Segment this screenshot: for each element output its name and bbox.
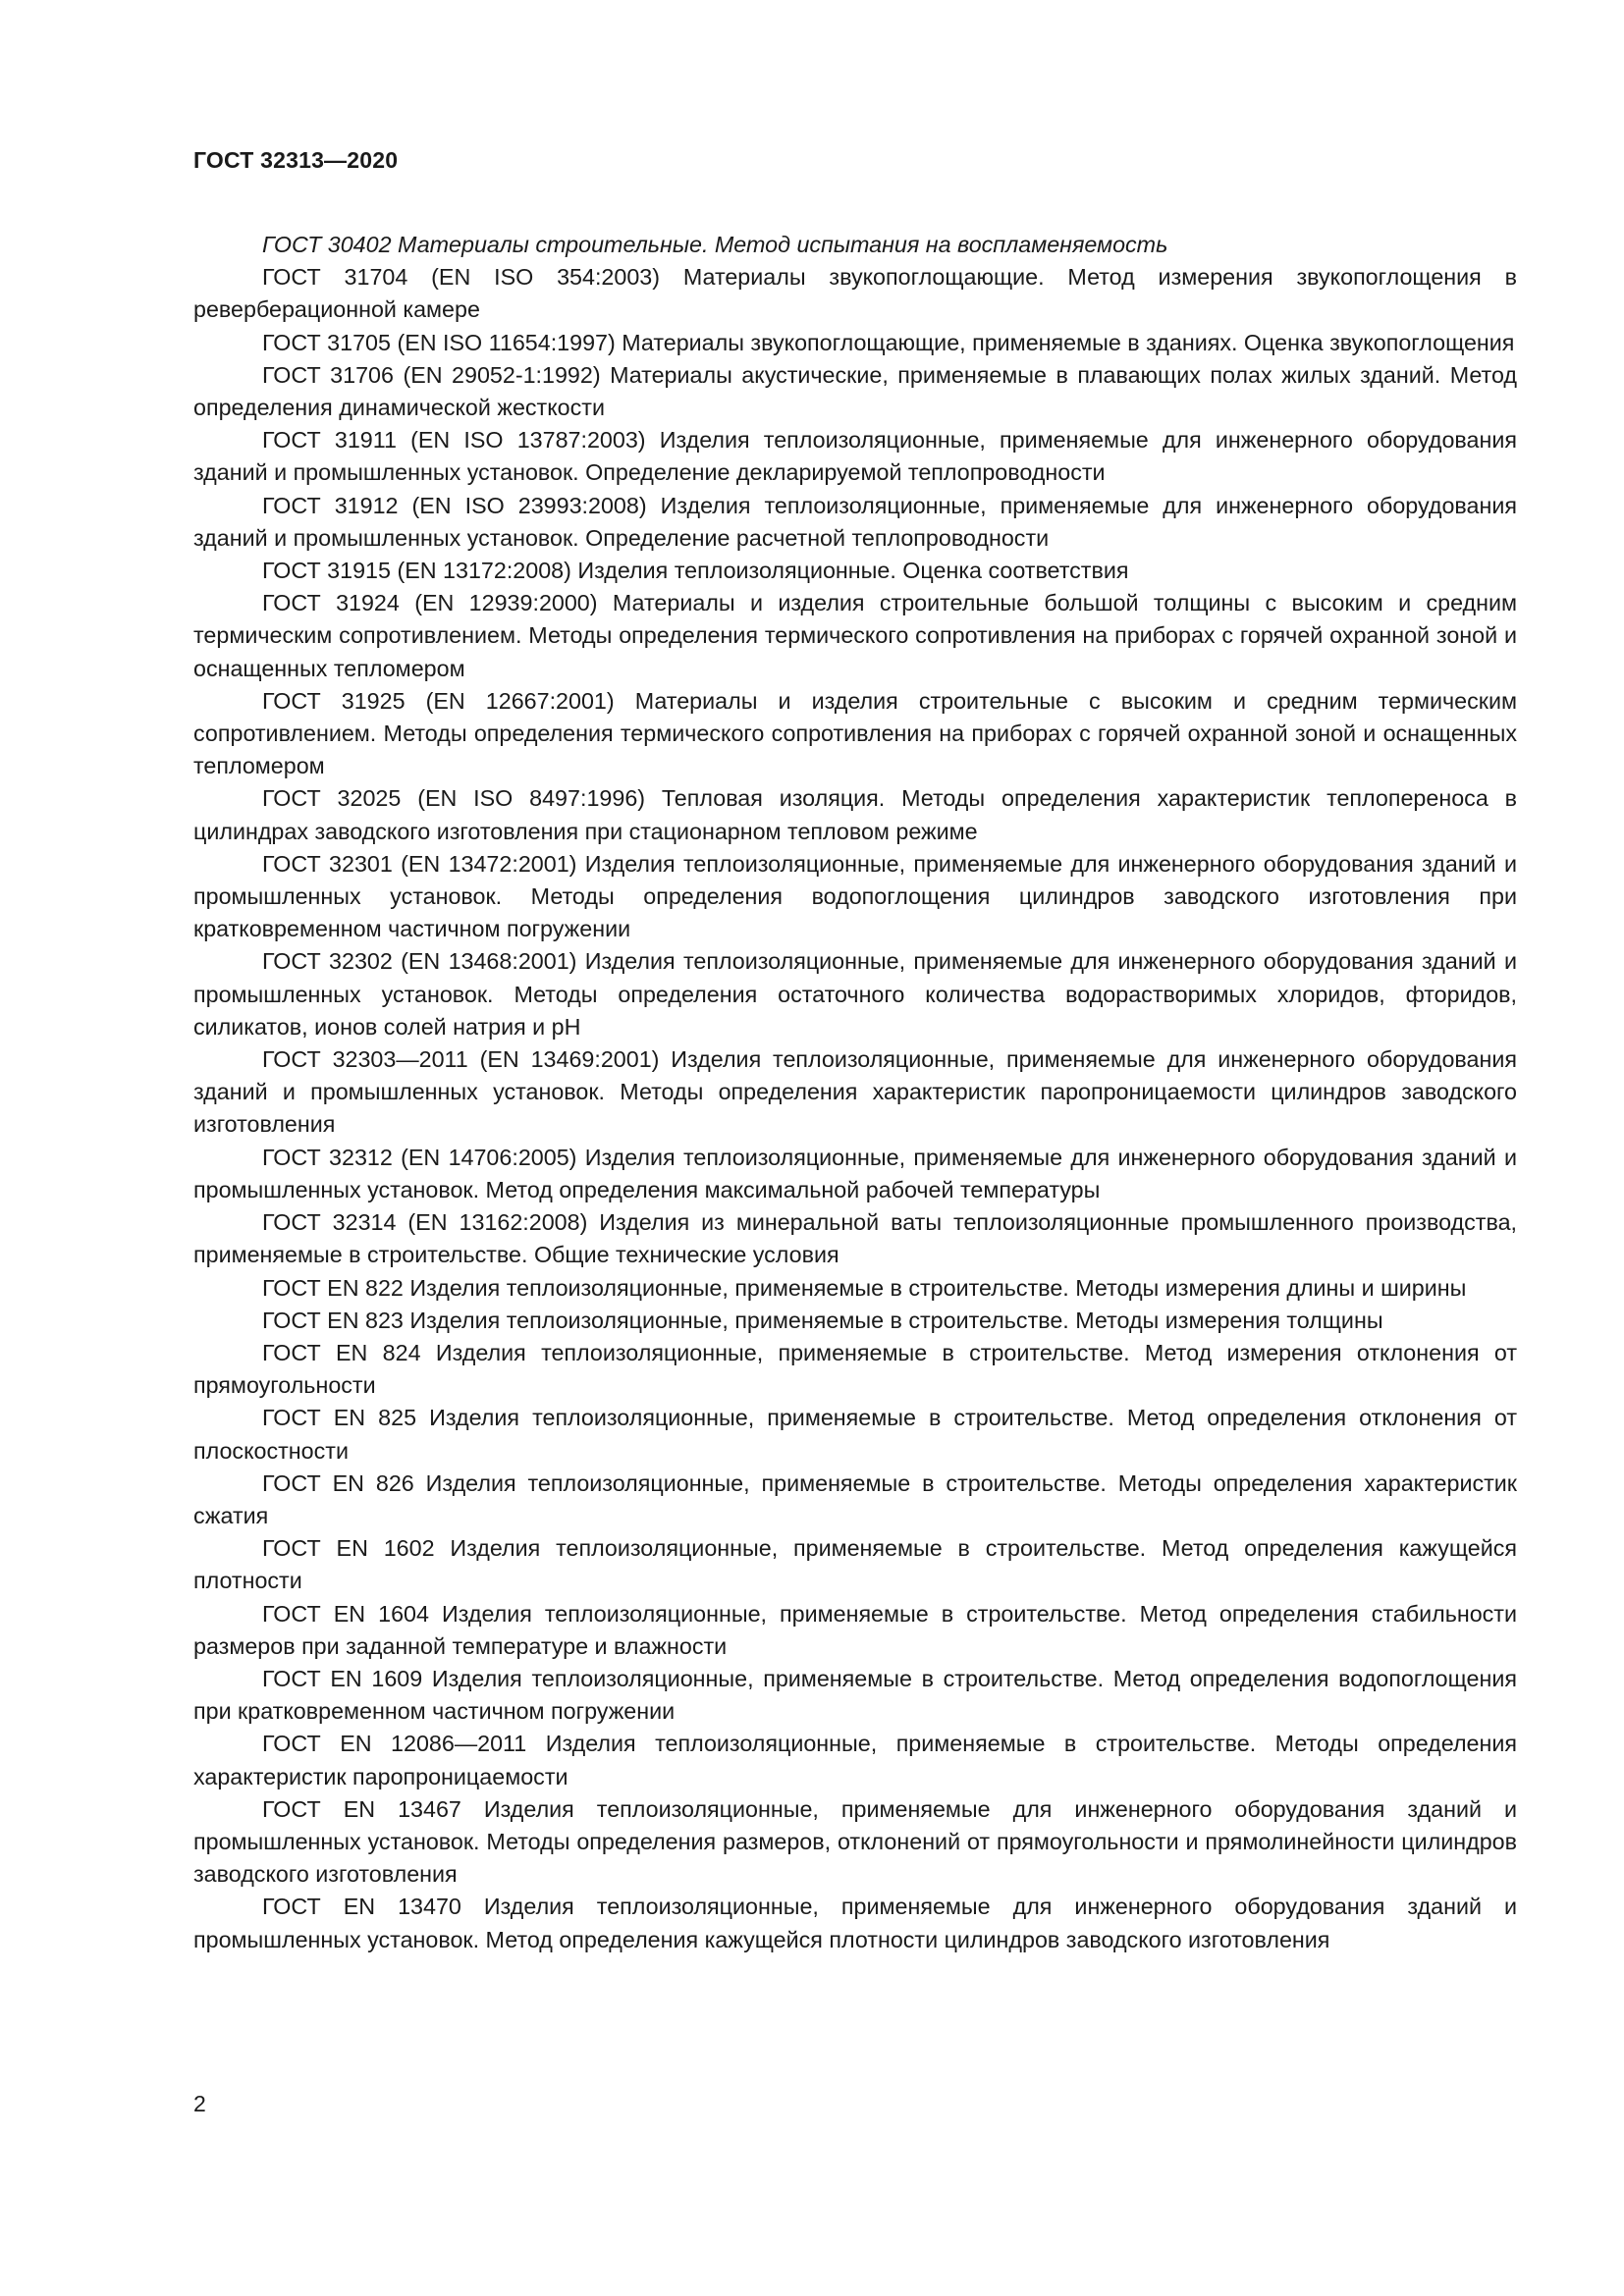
- reference-item: ГОСТ 31915 (EN 13172:2008) Изделия теплоизоляционные. Оценка соответствия: [262, 558, 1129, 584]
- reference-item: ГОСТ EN 12086—2011 Изделия теплоизоляционные, применяемые в строительстве. Методы определения характеристик паропроницаемости: [193, 1731, 1517, 1789]
- reference-item: ГОСТ 31924 (EN 12939:2000) Материалы и изделия строительные большой толщины с высоким и средним термическим сопротивлением. Методы определения термического сопротивления на приборах с горячей охранной зоной и оснащенных тепломером: [193, 590, 1517, 681]
- reference-item: ГОСТ EN 826 Изделия теплоизоляционные, применяемые в строительстве. Методы определения характеристик сжатия: [193, 1469, 1517, 1528]
- page-number: 2: [193, 2091, 206, 2116]
- running-header: ГОСТ 32313—2020: [193, 147, 399, 173]
- reference-item: ГОСТ EN 13467 Изделия теплоизоляционные, применяемые для инженерного оборудования зданий и промышленных установок. Методы определения размеров, отклонений от прямоугольности и прямолинейности цилиндров заводского изготовления: [193, 1795, 1517, 1888]
- reference-item: ГОСТ EN 1604 Изделия теплоизоляционные, применяемые в строительстве. Метод определения стабильности размеров при заданной температуре и влажности: [193, 1600, 1517, 1659]
- reference-item: ГОСТ EN 823 Изделия теплоизоляционные, применяемые в строительстве. Методы измерения толщины: [262, 1307, 1383, 1333]
- reference-item: ГОСТ 32301 (EN 13472:2001) Изделия теплоизоляционные, применяемые для инженерного оборудования зданий и промышленных установок. Методы определения водопоглощения цилиндров заводского изготовления при кратковременном частичном погружении: [193, 850, 1517, 942]
- reference-item: ГОСТ 32314 (EN 13162:2008) Изделия из минеральной ваты теплоизоляционные промышленного производства, применяемые в строительстве. Общие технические условия: [193, 1209, 1517, 1268]
- reference-item: ГОСТ 31704 (EN ISO 354:2003) Материалы звукопоглощающие. Метод измерения звукопоглощения в реверберационной камере: [193, 264, 1517, 323]
- reference-item: ГОСТ 31925 (EN 12667:2001) Материалы и изделия строительные с высоким и средним термическим сопротивлением. Методы определения термического сопротивления на приборах с горячей охранной зоной и оснащенных тепломером: [193, 687, 1517, 779]
- reference-item: ГОСТ 32025 (EN ISO 8497:1996) Тепловая изоляция. Методы определения характеристик теплопереноса в цилиндрах заводского изготовления при стационарном тепловом режиме: [193, 785, 1517, 844]
- reference-item: ГОСТ 31706 (EN 29052-1:1992) Материалы акустические, применяемые в плавающих полах жилых зданий. Метод определения динамической жесткости: [193, 361, 1517, 421]
- reference-item: ГОСТ EN 13470 Изделия теплоизоляционные, применяемые для инженерного оборудования зданий и промышленных установок. Метод определения кажущейся плотности цилиндров заводского изготовления: [193, 1894, 1517, 1952]
- reference-item: ГОСТ 31705 (EN ISO 11654:1997) Материалы звукопоглощающие, применяемые в зданиях. Оценка звукопоглощения: [262, 329, 1515, 355]
- reference-item: ГОСТ 31911 (EN ISO 13787:2003) Изделия теплоизоляционные, применяемые для инженерного оборудования зданий и промышленных установок. Определение декларируемой теплопроводности: [193, 427, 1517, 486]
- reference-item: ГОСТ EN 825 Изделия теплоизоляционные, применяемые в строительстве. Метод определения отклонения от плоскостности: [193, 1405, 1517, 1464]
- reference-item: ГОСТ 30402 Материалы строительные. Метод испытания на воспламеняемость: [262, 232, 1168, 257]
- reference-item: ГОСТ EN 822 Изделия теплоизоляционные, применяемые в строительстве. Методы измерения длины и ширины: [262, 1274, 1467, 1301]
- reference-item: ГОСТ 32303—2011 (EN 13469:2001) Изделия теплоизоляционные, применяемые для инженерного оборудования зданий и промышленных установок. Методы определения характеристик паропроницаемости цилиндров заводского изготовления: [193, 1046, 1517, 1138]
- reference-item: ГОСТ 31912 (EN ISO 23993:2008) Изделия теплоизоляционные, применяемые для инженерного оборудования зданий и промышленных установок. Определение расчетной теплопроводности: [193, 492, 1517, 551]
- reference-item: ГОСТ EN 1609 Изделия теплоизоляционные, применяемые в строительстве. Метод определения водопоглощения при кратковременном частичном погружении: [193, 1665, 1517, 1725]
- reference-item: ГОСТ 32302 (EN 13468:2001) Изделия теплоизоляционные, применяемые для инженерного оборудования зданий и промышленных установок. Методы определения остаточного количества водорастворимых хлоридов, фторидов, силикатов, ионов солей натрия и pH: [193, 948, 1517, 1040]
- reference-item: ГОСТ 32312 (EN 14706:2005) Изделия теплоизоляционные, применяемые для инженерного оборудования зданий и промышленных установок. Метод определения максимальной рабочей температуры: [193, 1144, 1517, 1202]
- references-list: [193, 229, 1517, 1956]
- reference-item: ГОСТ EN 1602 Изделия теплоизоляционные, применяемые в строительстве. Метод определения кажущейся плотности: [193, 1535, 1517, 1594]
- reference-item: ГОСТ EN 824 Изделия теплоизоляционные, применяемые в строительстве. Метод измерения отклонения от прямоугольности: [193, 1339, 1517, 1399]
